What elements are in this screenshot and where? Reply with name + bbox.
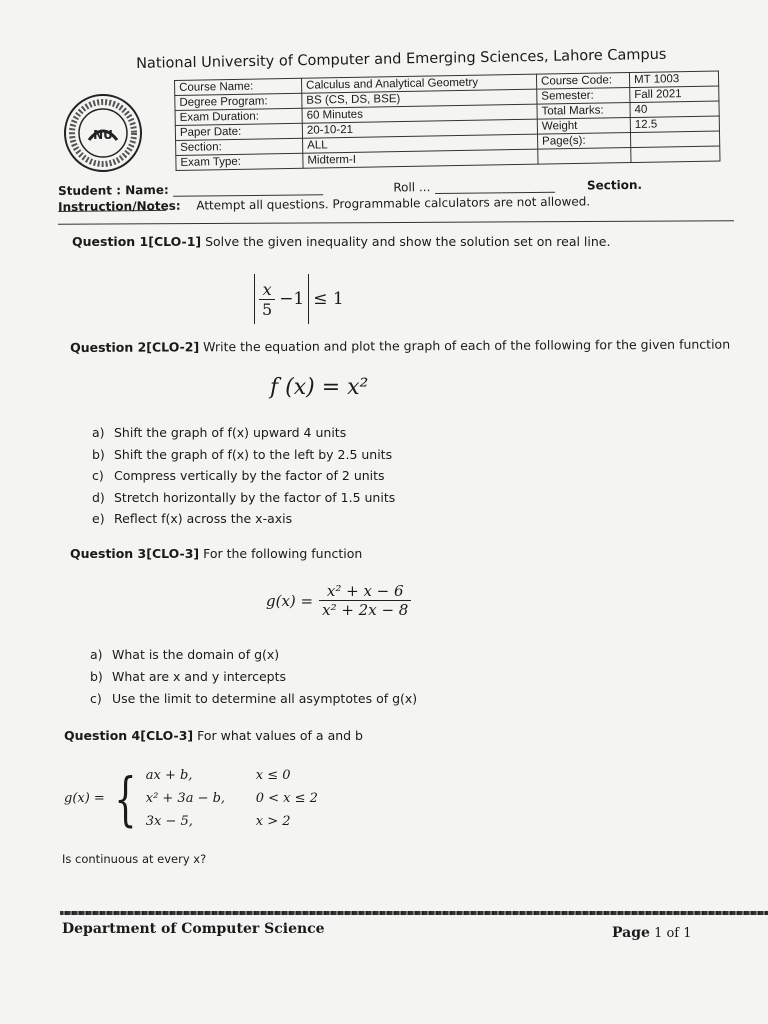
q1-minus-one: −1	[279, 289, 305, 309]
q2-item-b: b) Shift the graph of f(x) to the left by 2.5 units	[92, 446, 393, 462]
paper-date-label: Paper Date:	[175, 123, 302, 140]
pages-label: Page(s):	[538, 133, 631, 150]
q3-lhs: g(x) =	[266, 591, 314, 610]
q4-case-3: 3x − 5, x > 2	[145, 814, 291, 829]
section-value: ALL	[303, 134, 538, 153]
section-field-label: Section.	[586, 177, 643, 193]
roll-field	[435, 192, 555, 194]
q2-item-a: a) Shift the graph of f(x) upward 4 units	[92, 425, 347, 440]
q2-item-c: c) Compress vertically by the factor of 2 units	[92, 468, 385, 483]
exam-info-table	[174, 70, 721, 170]
exam-duration-value: 60 Minutes	[302, 104, 537, 123]
paper-date-value: 20-10-21	[302, 119, 537, 138]
question-1-text: Solve the given inequality and show the solution set on real line.	[205, 234, 611, 249]
question-3	[70, 546, 362, 561]
blank-label	[538, 148, 631, 165]
question-4-text: For what values of a and b	[197, 728, 363, 743]
department-name: Department of Computer Science	[62, 921, 325, 937]
svg-text:NU: NU	[93, 128, 113, 142]
course-name-label: Course Name:	[175, 78, 302, 95]
weight-label: Weight	[537, 118, 630, 135]
question-3-items	[90, 644, 417, 710]
q3-numerator: x² + x − 6	[319, 582, 411, 601]
q1-rhs: ≤ 1	[313, 289, 344, 309]
question-4-equation: g(x) = { ax + b, x ≤ 0 x² + 3a − b, 0 < x ≤ 2 3x − 5, x > 2	[64, 764, 318, 833]
question-3-label: Question 3[CLO-3]	[70, 546, 200, 561]
blank-value	[631, 146, 720, 163]
header-divider	[58, 220, 734, 225]
q1-numerator: x	[259, 280, 275, 300]
question-3-text: For the following function	[203, 546, 363, 561]
university-title: National University of Computer and Emerging Sciences, Lahore Campus	[136, 46, 667, 72]
exam-duration-label: Exam Duration:	[175, 108, 302, 125]
roll-label: Roll ...	[393, 180, 431, 195]
exam-type-value: Midterm-I	[303, 149, 538, 168]
footer-divider	[60, 911, 768, 915]
q2-item-d: d) Stretch horizontally by the factor of 1.5 units	[92, 489, 396, 505]
question-4	[64, 728, 363, 743]
q3-item-a: a) What is the domain of g(x)	[90, 647, 280, 662]
q4-case-1: ax + b, x ≤ 0	[145, 768, 291, 783]
q3-item-c: c) Use the limit to determine all asymptotes of g(x)	[90, 691, 418, 706]
instructions-text: Attempt all questions. Programmable calculators are not allowed.	[196, 194, 591, 213]
weight-value: 12.5	[630, 116, 719, 133]
section-label: Section:	[176, 138, 303, 155]
semester-label: Semester:	[537, 88, 630, 105]
total-marks-label: Total Marks:	[537, 103, 630, 120]
course-name-value: Calculus and Analytical Geometry	[301, 74, 536, 93]
degree-program-value: BS (CS, DS, BSE)	[302, 89, 537, 108]
university-logo	[62, 92, 144, 174]
question-2	[70, 337, 730, 355]
semester-value: Fall 2021	[630, 86, 719, 103]
question-1	[72, 234, 610, 249]
course-code-label: Course Code:	[536, 73, 629, 90]
pages-value	[630, 131, 719, 148]
question-4-tail: Is continuous at every x?	[62, 852, 207, 866]
total-marks-value: 40	[630, 101, 719, 118]
course-code-value: MT 1003	[629, 71, 718, 88]
q4-lhs: g(x) =	[64, 791, 105, 806]
exam-type-label: Exam Type:	[176, 153, 303, 170]
instructions-label: Instruction/Notes:	[58, 198, 181, 214]
question-1-label: Question 1[CLO-1]	[72, 234, 202, 249]
q2-item-e: e) Reflect f(x) across the x-axis	[92, 511, 293, 526]
student-name-field	[173, 194, 323, 197]
page-number: Page 1 of 1	[612, 925, 692, 941]
question-2-items	[92, 422, 395, 530]
degree-program-label: Degree Program:	[175, 93, 302, 110]
question-1-equation	[254, 274, 344, 324]
question-2-label: Question 2[CLO-2]	[70, 339, 200, 355]
question-2-equation: f (x) = x²	[270, 375, 369, 400]
q4-case-2: x² + 3a − b, 0 < x ≤ 2	[145, 791, 318, 806]
question-3-equation	[266, 582, 411, 619]
q3-item-b: b) What are x and y intercepts	[90, 669, 286, 684]
student-name-label: Student : Name:	[58, 182, 169, 198]
question-4-label: Question 4[CLO-3]	[64, 728, 194, 743]
q1-denominator: 5	[262, 299, 273, 319]
question-2-text: Write the equation and plot the graph of each of the following for the given function	[203, 336, 731, 355]
q3-denominator: x² + 2x − 8	[322, 601, 409, 619]
